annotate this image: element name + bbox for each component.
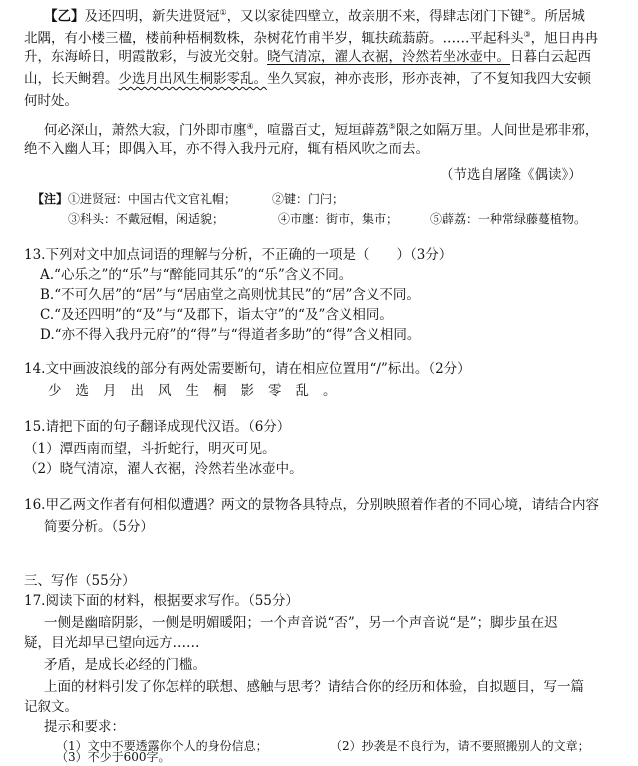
requirement-1: （1）文中不要透露你个人的身份信息； — [56, 739, 268, 753]
passage-text: ，旭日冉冉 — [530, 30, 599, 47]
q13-option-d: D.“亦不得入我丹元府”的“得”与“得道者多助”的“得”含义相同。 — [40, 327, 421, 343]
note-4: ④市廛：街市，集市； — [278, 212, 399, 226]
note-1: ①进贤冠：中国古代文官礼帽； — [68, 192, 237, 206]
passage-text: ，又以家徒四壁立，故亲朋不来，得肆志闭门下键 — [226, 8, 524, 25]
passage-text: 限之如隔万里。人间世是邪非邪， — [395, 122, 599, 139]
note-5: ⑤薜荔：一种常绿藤蔓植物。 — [430, 212, 587, 226]
footnote-mark: ④ — [246, 122, 254, 131]
q14-stem: 14.文中画波浪线的部分有两处需要断句，请在相应位置用“/”标出。（2分） — [24, 361, 471, 377]
q14-text: 少选月出风生桐影零乱。 — [48, 383, 351, 399]
material-line-1: 一侧是幽暗阴影，一侧是明媚暖阳；一个声音说“否”，另一个声音说“是”；脚步虽在迟 — [44, 615, 558, 631]
requirements-label: 提示和要求： — [44, 719, 125, 735]
passage-text: 。所居城 — [530, 8, 585, 25]
material-line-3: 矛盾，是成长必经的门槛。 — [44, 657, 206, 673]
passage-line-2 — [24, 26, 598, 48]
notes-label: 【注】 — [32, 192, 69, 206]
prompt-line-1: 上面的材料引发了你怎样的联想、感触与思考？请结合你的经历和体验，自拟题目，写一篇 — [44, 679, 584, 695]
q15-sentence-1: （1）潭西南而望，斗折蛇行，明灭可见。 — [24, 441, 276, 457]
passage-p2-line-1 — [44, 118, 598, 140]
underlined-sentence: 晓气清凉，濯人衣裾，泠然若坐冰壶中。 — [267, 49, 510, 65]
footnote-mark: ① — [219, 8, 227, 17]
passage-text: 升，东海峤日，明霞散彩，与波光交射。 — [24, 49, 267, 65]
note-3: ③科头：不戴冠帽，闲适貌； — [68, 212, 225, 226]
footnote-mark: ② — [523, 8, 531, 17]
passage-line-1 — [44, 4, 585, 26]
q15-stem: 15.请把下面的句子翻译成现代汉语。（6分） — [24, 419, 291, 435]
footnote-mark: ⑤ — [388, 122, 396, 131]
notes-line-1 — [32, 190, 344, 208]
passage-line-3 — [24, 48, 591, 66]
passage-line-4 — [24, 70, 591, 88]
q13-option-c: C.“及还四明”的“及”与“及郡下，诣太守”的“及”含义相同。 — [40, 307, 393, 323]
q15-sentence-2: （2）晓气清凉，濯人衣裾，泠然若坐冰壶中。 — [24, 461, 303, 477]
passage-text: 北隅，有小楼三楹，楼前种梧桐数株，杂树花竹甫半岁，辄扶疏蓊蔚。……平起科头 — [24, 30, 524, 47]
notes-line-2 — [68, 210, 586, 228]
q13-option-a: A.“心乐之”的“乐”与“醉能同其乐”的“乐”含义不同。 — [40, 267, 353, 283]
q13-stem: 13.下列对文中加点词语的理解与分析，不正确的一项是（ ）（3分） — [24, 247, 453, 263]
passage-text: 及还四明，新失进贤冠 — [84, 8, 220, 25]
q13-option-b: B.“不可久居”的“居”与“居庙堂之高则忧其民”的“居”含义不同。 — [40, 287, 420, 303]
prompt-line-2: 记叙文。 — [24, 699, 78, 715]
passage-text: ，喧嚣百丈，短垣薜荔 — [253, 122, 389, 139]
requirement-3: （3）不少于600字。 — [56, 750, 171, 764]
passage-tag: 【乙】 — [44, 8, 85, 25]
q17-stem: 17.阅读下面的材料，根据要求写作。（55分） — [24, 593, 299, 609]
section-3-title: 三、写作（55分） — [24, 573, 136, 589]
passage-text: 何必深山，萧然大寂，门外即市廛 — [44, 122, 247, 139]
passage-text: 坐久冥寂，神亦丧形，形亦丧神，了不复知我四大安顿 — [267, 71, 591, 87]
wavy-underlined-sentence: 少选月出风生桐影零乱。 — [118, 71, 267, 87]
passage-text: 山，长天鲥碧。 — [24, 71, 119, 87]
requirement-2: （2）抄袭是不良行为，请不要照搬别人的文章； — [330, 739, 590, 753]
passage-line-5: 何时处。 — [24, 93, 78, 109]
note-2: ②键：门闩； — [272, 192, 345, 206]
q16-line-1: 16.甲乙两文作者有何相似遭遇？两文的景物各具特点，分别映照着作者的不同心境，请结合内容 — [24, 497, 599, 513]
passage-text: 日暮白云起西 — [510, 49, 591, 65]
material-line-2: 疑，目光却早已望向远方…… — [24, 635, 200, 651]
passage-source: （节选自屠隆《偶读》） — [440, 167, 582, 183]
passage-p2-line-2: 绝不入幽人耳；即偶入耳，亦不得入我丹元府，辄有梧风吹之而去。 — [24, 141, 429, 157]
q16-line-2: 简要分析。（5分） — [44, 519, 154, 535]
footnote-mark: ③ — [523, 30, 531, 39]
